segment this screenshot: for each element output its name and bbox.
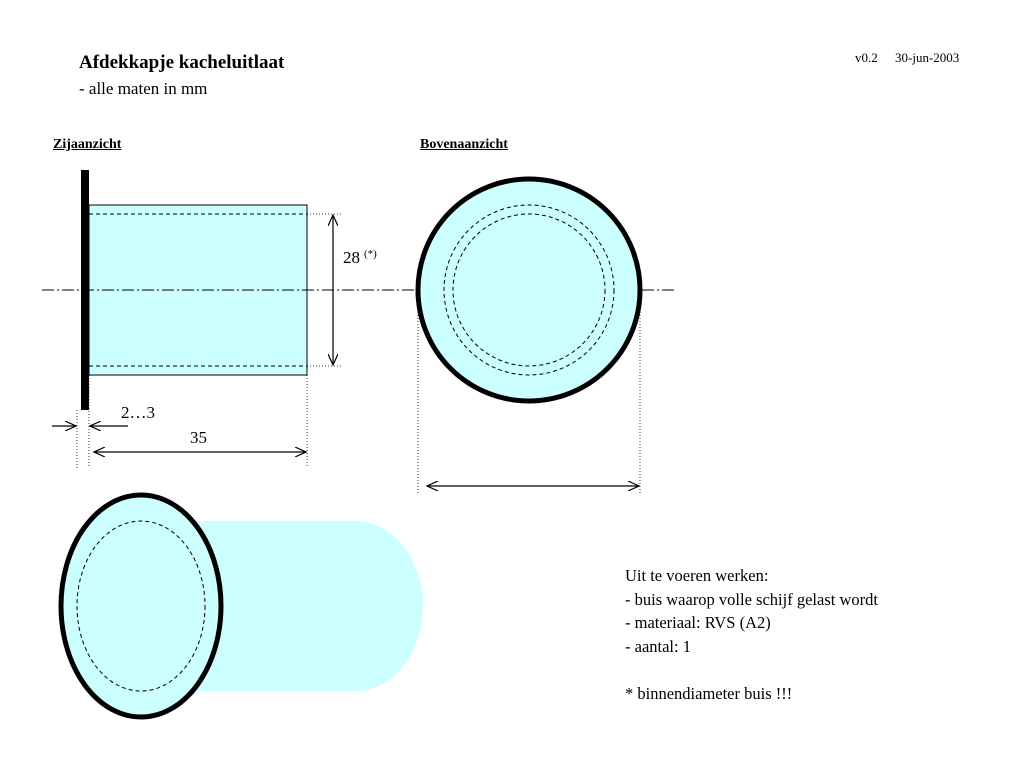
notes-footnote: * binnendiameter buis !!! [625, 683, 793, 703]
length-value: 35 [190, 428, 207, 447]
notes-line: - aantal: 1 [625, 636, 691, 656]
top-view [418, 179, 640, 494]
perspective-view [61, 495, 423, 717]
svg-text:28(*) [343, 248, 377, 267]
notes-heading: Uit te voeren werken: [625, 566, 769, 585]
perspective-disc [61, 495, 221, 717]
date-label: 30-jun-2003 [895, 50, 960, 65]
notes-line: - materiaal: RVS (A2) [625, 613, 771, 632]
diameter-mark: (*) [364, 248, 377, 260]
thickness-value: 2…3 [121, 403, 155, 422]
drawing-title: Afdekkapje kacheluitlaat [79, 52, 285, 73]
diameter-value: 28 [343, 248, 360, 267]
top-view-label: Bovenaanzicht [420, 137, 508, 152]
top-view-disc [418, 179, 640, 401]
side-view-label: Zijaanzicht [53, 137, 122, 152]
drawing-subtitle: - alle maten in mm [79, 79, 208, 98]
notes-block [625, 564, 878, 705]
version-label: v0.2 [855, 50, 878, 65]
notes-spacer [625, 658, 878, 682]
notes-line: - buis waarop volle schijf gelast wordt [625, 589, 878, 609]
